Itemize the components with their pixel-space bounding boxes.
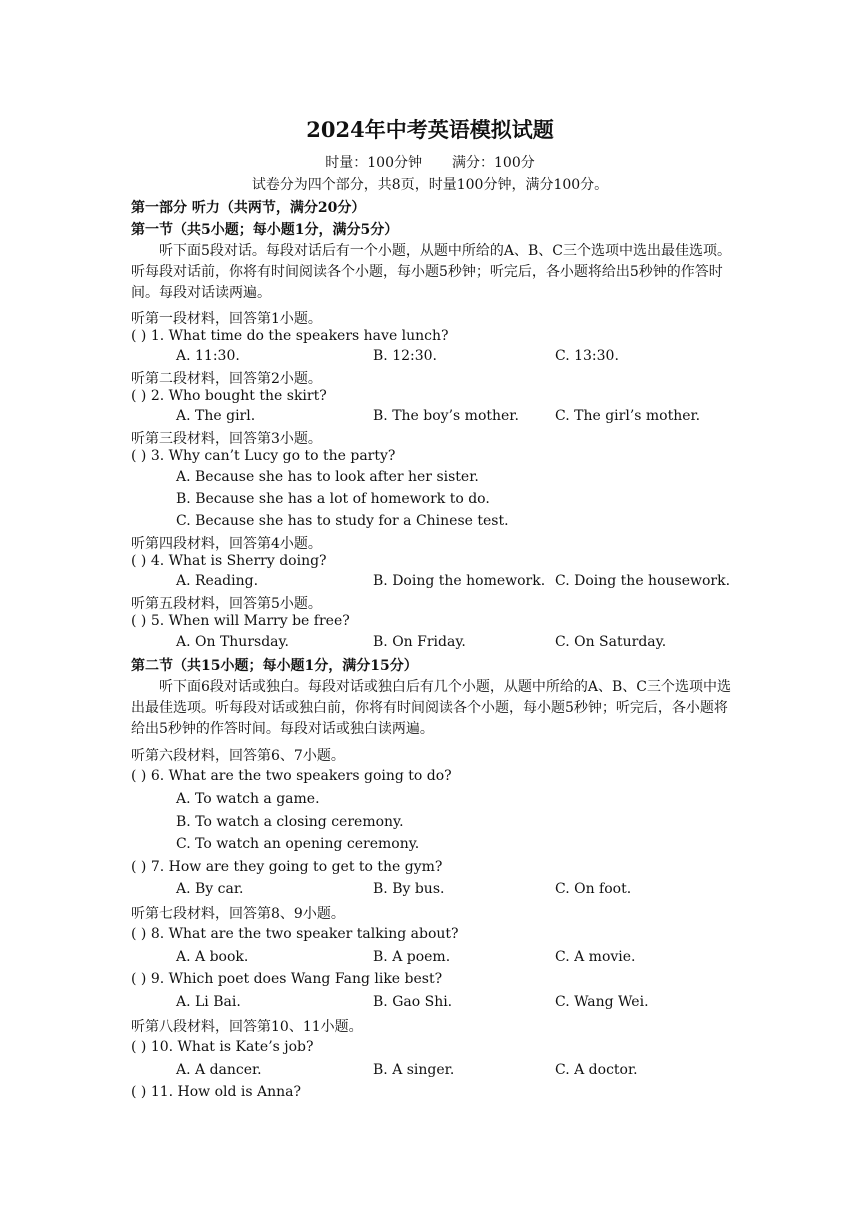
option-c: C. 13:30. [555, 348, 619, 364]
question: ( ) 8. What are the two speaker talking about? [131, 926, 459, 942]
listening-cue: 听第六段材料，回答第6、7小题。 [131, 748, 345, 764]
option-a: A. To watch a game. [176, 791, 320, 807]
option-c: C. To watch an opening ceremony. [176, 836, 420, 852]
listening-cue: 听第二段材料，回答第2小题。 [131, 371, 322, 387]
question: ( ) 5. When will Marry be free? [131, 613, 350, 629]
listening-cue: 听第三段材料，回答第3小题。 [131, 431, 322, 447]
option-a: A. A book. [176, 949, 249, 965]
listening-cue: 听第一段材料，回答第1小题。 [131, 311, 322, 327]
option-a: A. Because she has to look after her sister. [176, 469, 479, 485]
question: ( ) 4. What is Sherry doing? [131, 553, 327, 569]
question: ( ) 3. Why can’t Lucy go to the party? [131, 448, 396, 464]
option-a: A. Li Bai. [176, 994, 241, 1010]
option-b: B. A singer. [373, 1062, 455, 1078]
page-title: 2024年中考英语模拟试题 [306, 117, 554, 142]
question: ( ) 6. What are the two speakers going to do? [131, 768, 452, 784]
option-c: C. The girl’s mother. [555, 408, 701, 424]
section-heading: 第一节（共5小题；每小题1分，满分5分） [131, 222, 399, 238]
question: ( ) 1. What time do the speakers have lunch? [131, 328, 449, 344]
section-heading: 第二节（共15小题；每小题1分，满分15分） [131, 658, 418, 674]
option-b: B. Gao Shi. [373, 994, 453, 1010]
option-c: C. Wang Wei. [555, 994, 649, 1010]
listening-cue: 听第四段材料，回答第4小题。 [131, 536, 322, 552]
option-c: C. On Saturday. [555, 634, 667, 650]
question: ( ) 11. How old is Anna? [131, 1084, 302, 1100]
section-instructions: 听下面6段对话或独白。每段对话或独白后有几个小题，从题中所给的A、B、C三个选项中选出最佳选项。听每段对话或独白前，你将有时间阅读各个小题，每小题5秒钟；听完后，各小题将给出5秒钟的作答时间。每段对话或独白读两遍。 [131, 679, 732, 737]
exam-meta [0, 152, 860, 172]
option-a: A. Reading. [176, 573, 259, 589]
option-b: B. On Friday. [373, 634, 466, 650]
section-instructions: 听下面5段对话。每段对话后有一个小题，从题中所给的A、B、C三个选项中选出最佳选项。听每段对话前，你将有时间阅读各个小题，每小题5秒钟；听完后，各小题将给出5秒钟的作答时间。每段对话读两遍。 [131, 243, 732, 301]
option-b: B. Because she has a lot of homework to do. [176, 491, 490, 507]
option-c: C. Doing the housework. [555, 573, 731, 589]
option-a: A. On Thursday. [176, 634, 290, 650]
option-b: B. A poem. [373, 949, 451, 965]
option-a: A. 11:30. [176, 348, 240, 364]
listening-cue: 听第七段材料，回答第8、9小题。 [131, 906, 345, 922]
part-heading: 第一部分 听力（共两节，满分20分） [131, 200, 366, 216]
question: ( ) 9. Which poet does Wang Fang like best? [131, 971, 443, 987]
question: ( ) 7. How are they going to get to the gym? [131, 859, 443, 875]
option-a: A. The girl. [176, 408, 256, 424]
full-score: 满分：100分 [452, 155, 535, 171]
option-c: C. On foot. [555, 881, 632, 897]
question: ( ) 10. What is Kate’s job? [131, 1039, 314, 1055]
option-b: B. 12:30. [373, 348, 437, 364]
option-a: A. A dancer. [176, 1062, 262, 1078]
option-b: B. To watch a closing ceremony. [176, 814, 404, 830]
listening-cue: 听第八段材料，回答第10、11小题。 [131, 1019, 363, 1035]
option-c: C. A doctor. [555, 1062, 638, 1078]
question: ( ) 2. Who bought the skirt? [131, 388, 327, 404]
option-b: B. The boy’s mother. [373, 408, 519, 424]
option-c: C. A movie. [555, 949, 636, 965]
option-b: B. Doing the homework. [373, 573, 546, 589]
option-a: A. By car. [176, 881, 244, 897]
exam-intro: 试卷分为四个部分，共8页，时量100分钟，满分100分。 [251, 177, 609, 193]
time-limit: 时量：100分钟 [325, 155, 422, 171]
option-b: B. By bus. [373, 881, 445, 897]
option-c: C. Because she has to study for a Chinese test. [176, 513, 509, 529]
listening-cue: 听第五段材料，回答第5小题。 [131, 596, 322, 612]
